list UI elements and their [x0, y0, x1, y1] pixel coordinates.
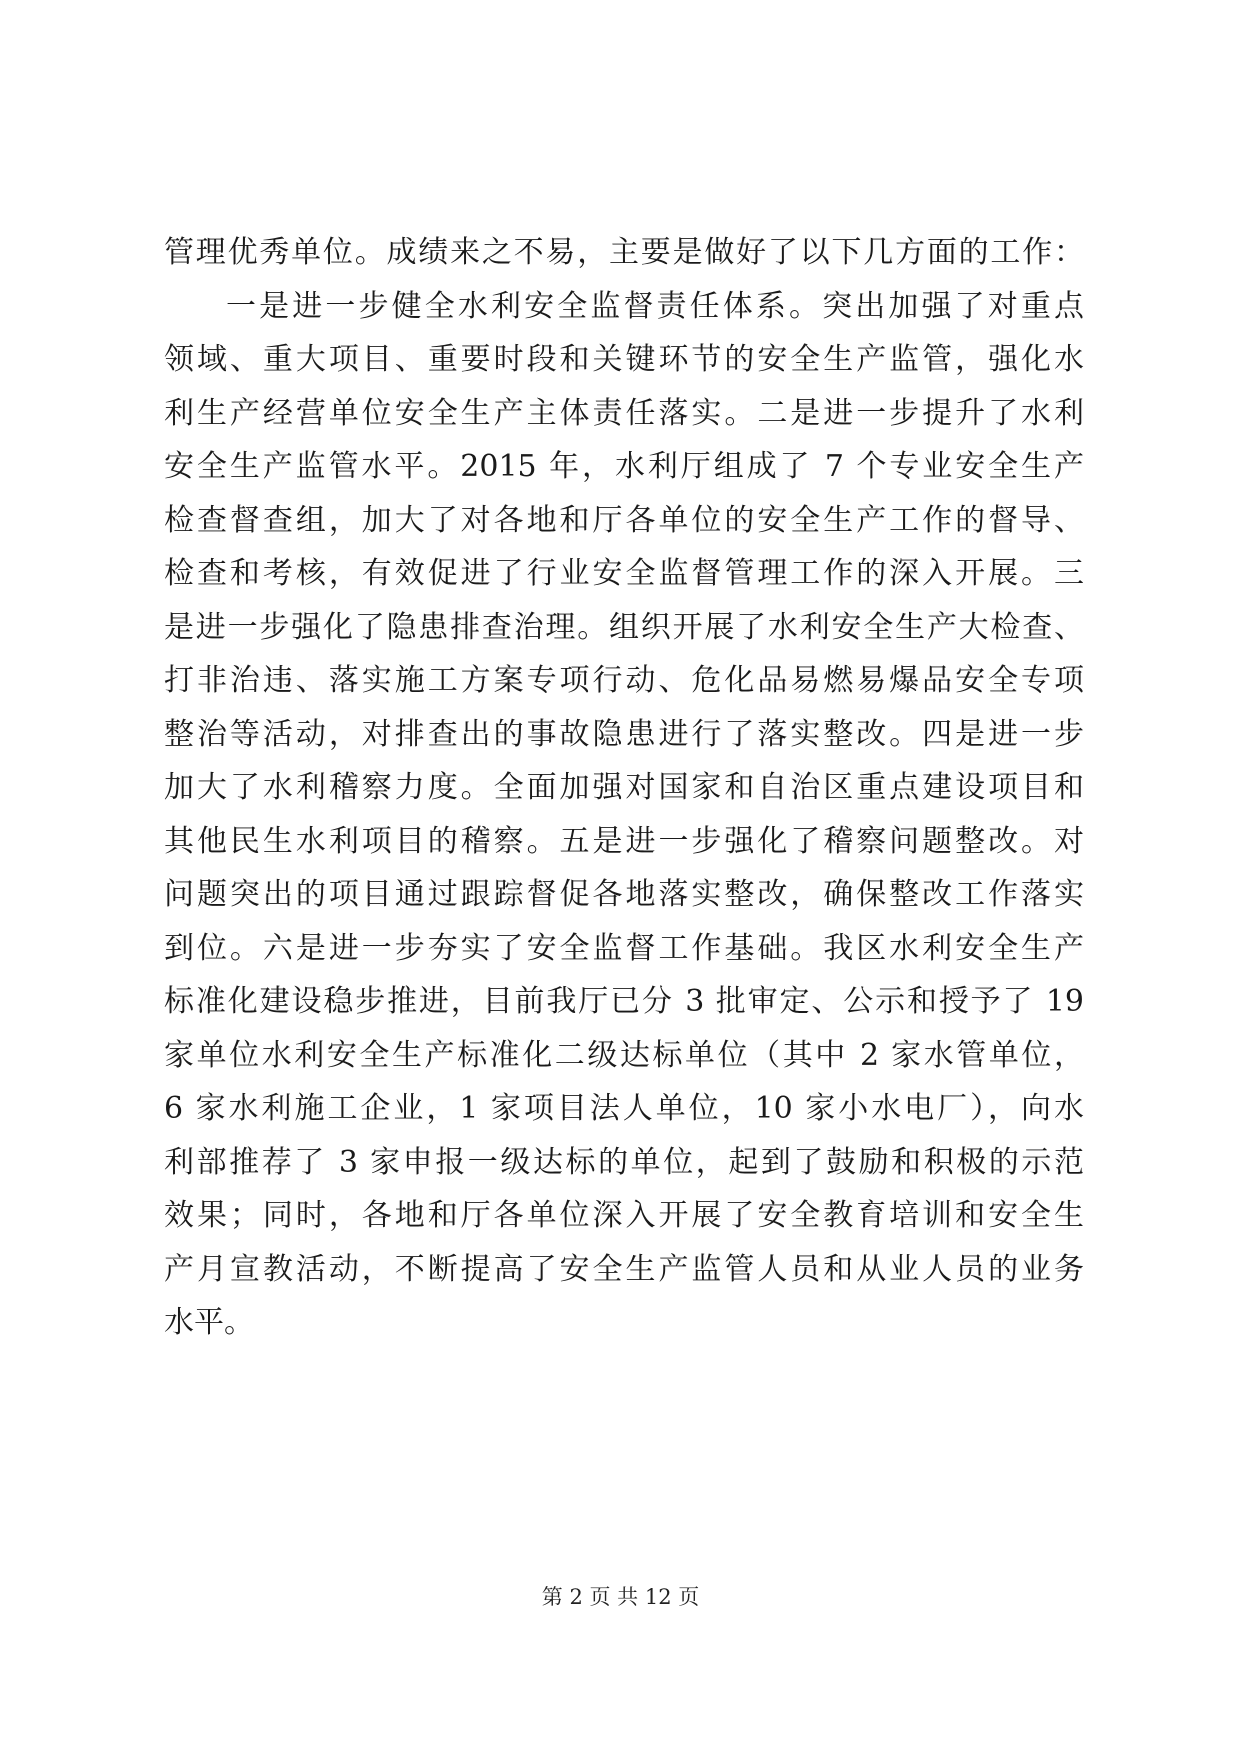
text-line: 管理优秀单位。成绩来之不易，主要是做好了以下几方面的工作：	[164, 235, 1084, 270]
text-line: 到位。六是进一步夯实了安全监督工作基础。我区水利安全生产	[164, 930, 1084, 966]
text-line: 检查和考核，有效促进了行业安全监督管理工作的深入开展。三	[164, 556, 1084, 591]
text-line: 安全生产监管水平。2015 年，水利厅组成了 7 个专业安全生产	[164, 449, 1084, 484]
text-line: 6 家水利施工企业，1 家项目法人单位，10 家小水电厂），向水	[164, 1091, 1084, 1126]
text-line: 检查督查组，加大了对各地和厅各单位的安全生产工作的督导、	[164, 502, 1084, 538]
text-line: 问题突出的项目通过跟踪督促各地落实整改，确保整改工作落实	[164, 877, 1084, 912]
text-line: 利部推荐了 3 家申报一级达标的单位，起到了鼓励和积极的示范	[164, 1144, 1084, 1180]
paragraph-first-line: 一是进一步健全水利安全监督责任体系。突出加强了对重点	[226, 288, 1084, 324]
paragraph-last-line: 水平。	[164, 1305, 254, 1340]
text-line: 标准化建设稳步推进，目前我厅已分 3 批审定、公示和授予了 19	[164, 984, 1084, 1019]
text-line: 打非治违、落实施工方案专项行动、危化品易燃易爆品安全专项	[164, 663, 1084, 698]
text-line: 家单位水利安全生产标准化二级达标单位（其中 2 家水管单位，	[164, 1037, 1084, 1073]
text-line: 利生产经营单位安全生产主体责任落实。二是进一步提升了水利	[164, 395, 1084, 431]
text-line: 是进一步强化了隐患排查治理。组织开展了水利安全生产大检查、	[164, 609, 1084, 645]
text-line: 加大了水利稽察力度。全面加强对国家和自治区重点建设项目和	[164, 770, 1084, 805]
page-number-footer: 第 2 页 共 12 页	[541, 1585, 700, 1609]
text-line: 整治等活动，对排查出的事故隐患进行了落实整改。四是进一步	[164, 716, 1084, 752]
body-text	[164, 226, 1084, 1350]
text-line: 其他民生水利项目的稽察。五是进一步强化了稽察问题整改。对	[164, 823, 1084, 859]
text-line: 领域、重大项目、重要时段和关键环节的安全生产监管，强化水	[164, 342, 1084, 377]
text-line: 效果；同时，各地和厅各单位深入开展了安全教育培训和安全生	[164, 1198, 1084, 1233]
text-line: 产月宣教活动，不断提高了安全生产监管人员和从业人员的业务	[164, 1251, 1084, 1287]
